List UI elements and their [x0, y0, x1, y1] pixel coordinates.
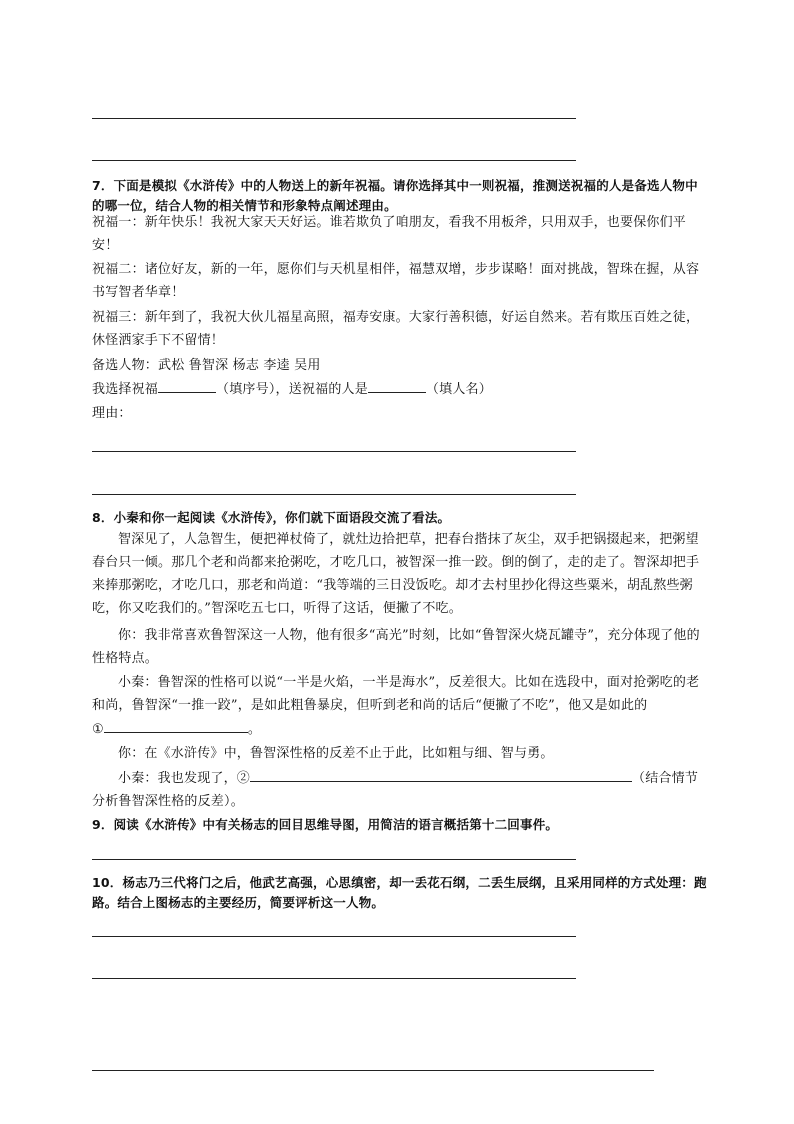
q8-you-2: 你：在《水浒传》中，鲁智深性格的反差不止于此，比如粗与细、智与勇。 — [118, 746, 554, 761]
q7-choice-suffix: （填人名） — [425, 382, 492, 397]
q8-qin-1: 小秦：鲁智深的性格可以说“一半是火焰，一半是海水”，反差很大。比如在选段中，面对抢粥吃的老和尚，鲁智深“一推一跤”，是如此粗鲁暴戾，但听到老和尚的话后“便撇了不吃”，他又是如此的 — [92, 675, 700, 713]
q8-qin-2-suffix: （结合情节分析鲁智深性格的反差）。 — [92, 771, 699, 809]
q8-passage: 智深见了，人急智生，便把禅杖倚了，就灶边拾把草，把春台揩抹了灰尘，双手把锅掇起来，把粥望春台只一倾。那几个老和尚都来抢粥吃，才吃几口，被智深一推一跤。倒的倒了，走的走了。智深却把手来捧那粥吃，才吃几口，那老和尚道：“我等端的三日没饭吃。却才去村里抄化得这些粟米，胡乱熬些粥吃，你又吃我们的。”智深吃五七口，听得了这话，便撇了不吃。 — [92, 532, 700, 616]
blank-1-input[interactable] — [104, 720, 248, 733]
blank-2-input[interactable] — [250, 769, 632, 782]
answer-line[interactable] — [92, 160, 576, 161]
answer-line[interactable] — [92, 451, 576, 452]
q8-you-1: 你：我非常喜欢鲁智深这一人物，他有很多“高光”时刻，比如“鲁智深火烧瓦罐寺”，充分体现了他的性格特点。 — [92, 628, 700, 666]
blank-1-end: 。 — [247, 722, 262, 737]
answer-line[interactable] — [92, 936, 576, 937]
blank-1-marker: ① — [92, 722, 104, 737]
q7-choice-prefix: 我选择祝福 — [92, 382, 159, 397]
q8-qin-2-prefix: 小秦：我也发现了，② — [118, 771, 251, 786]
q7-blessing-3: 祝福三：新年到了，我祝大伙儿福星高照，福寿安康。大家行善积德，好运自然来。若有欺压百姓之徒，休怪洒家手下不留情！ — [92, 310, 700, 348]
answer-line[interactable] — [92, 978, 576, 979]
answer-line[interactable] — [92, 494, 576, 495]
q7-choice-mid: （填序号），送祝福的人是 — [216, 382, 368, 397]
person-name-blank[interactable] — [368, 380, 426, 393]
q8-blank-1-line — [92, 718, 708, 741]
answer-line[interactable] — [92, 1070, 654, 1071]
answer-line[interactable] — [92, 118, 576, 119]
q9-title: 9．阅读《水浒传》中有关杨志的回目思维导图，用简洁的语言概括第十二回事件。 — [92, 817, 559, 832]
q7-choice-line — [92, 378, 708, 401]
q10-title: 10．杨志乃三代将门之后，他武艺高强，心思缜密，却一丢花石纲，二丢生辰纲，且采用同样的方式处理：跑路。结合上图杨志的主要经历，简要评析这一人物。 — [92, 875, 707, 910]
q7-blessing-2: 祝福二：诸位好友，新的一年，愿你们与天机星相伴，福慧双增，步步谋略！面对挑战，智珠在握，从容书写智者华章！ — [92, 262, 700, 300]
q7-reason-label: 理由： — [92, 406, 132, 421]
q7-candidates: 备选人物：武松 鲁智深 杨志 李逵 吴用 — [92, 358, 321, 373]
q7-title: 7．下面是模拟《水浒传》中的人物送上的新年祝福。请你选择其中一则祝福，推测送祝福的人是备选人物中的哪一位，结合人物的相关情节和形象特点阐述理由。 — [92, 178, 698, 213]
answer-line[interactable] — [92, 859, 576, 860]
q8-qin-2 — [92, 767, 708, 813]
q7-blessing-1: 祝福一：新年快乐！我祝大家天天好运。谁若欺负了咱朋友，看我不用板斧，只用双手，也要保你们平安！ — [92, 215, 687, 253]
q8-title: 8．小秦和你一起阅读《水浒传》，你们就下面语段交流了看法。 — [92, 510, 451, 525]
blessing-number-blank[interactable] — [158, 380, 216, 393]
